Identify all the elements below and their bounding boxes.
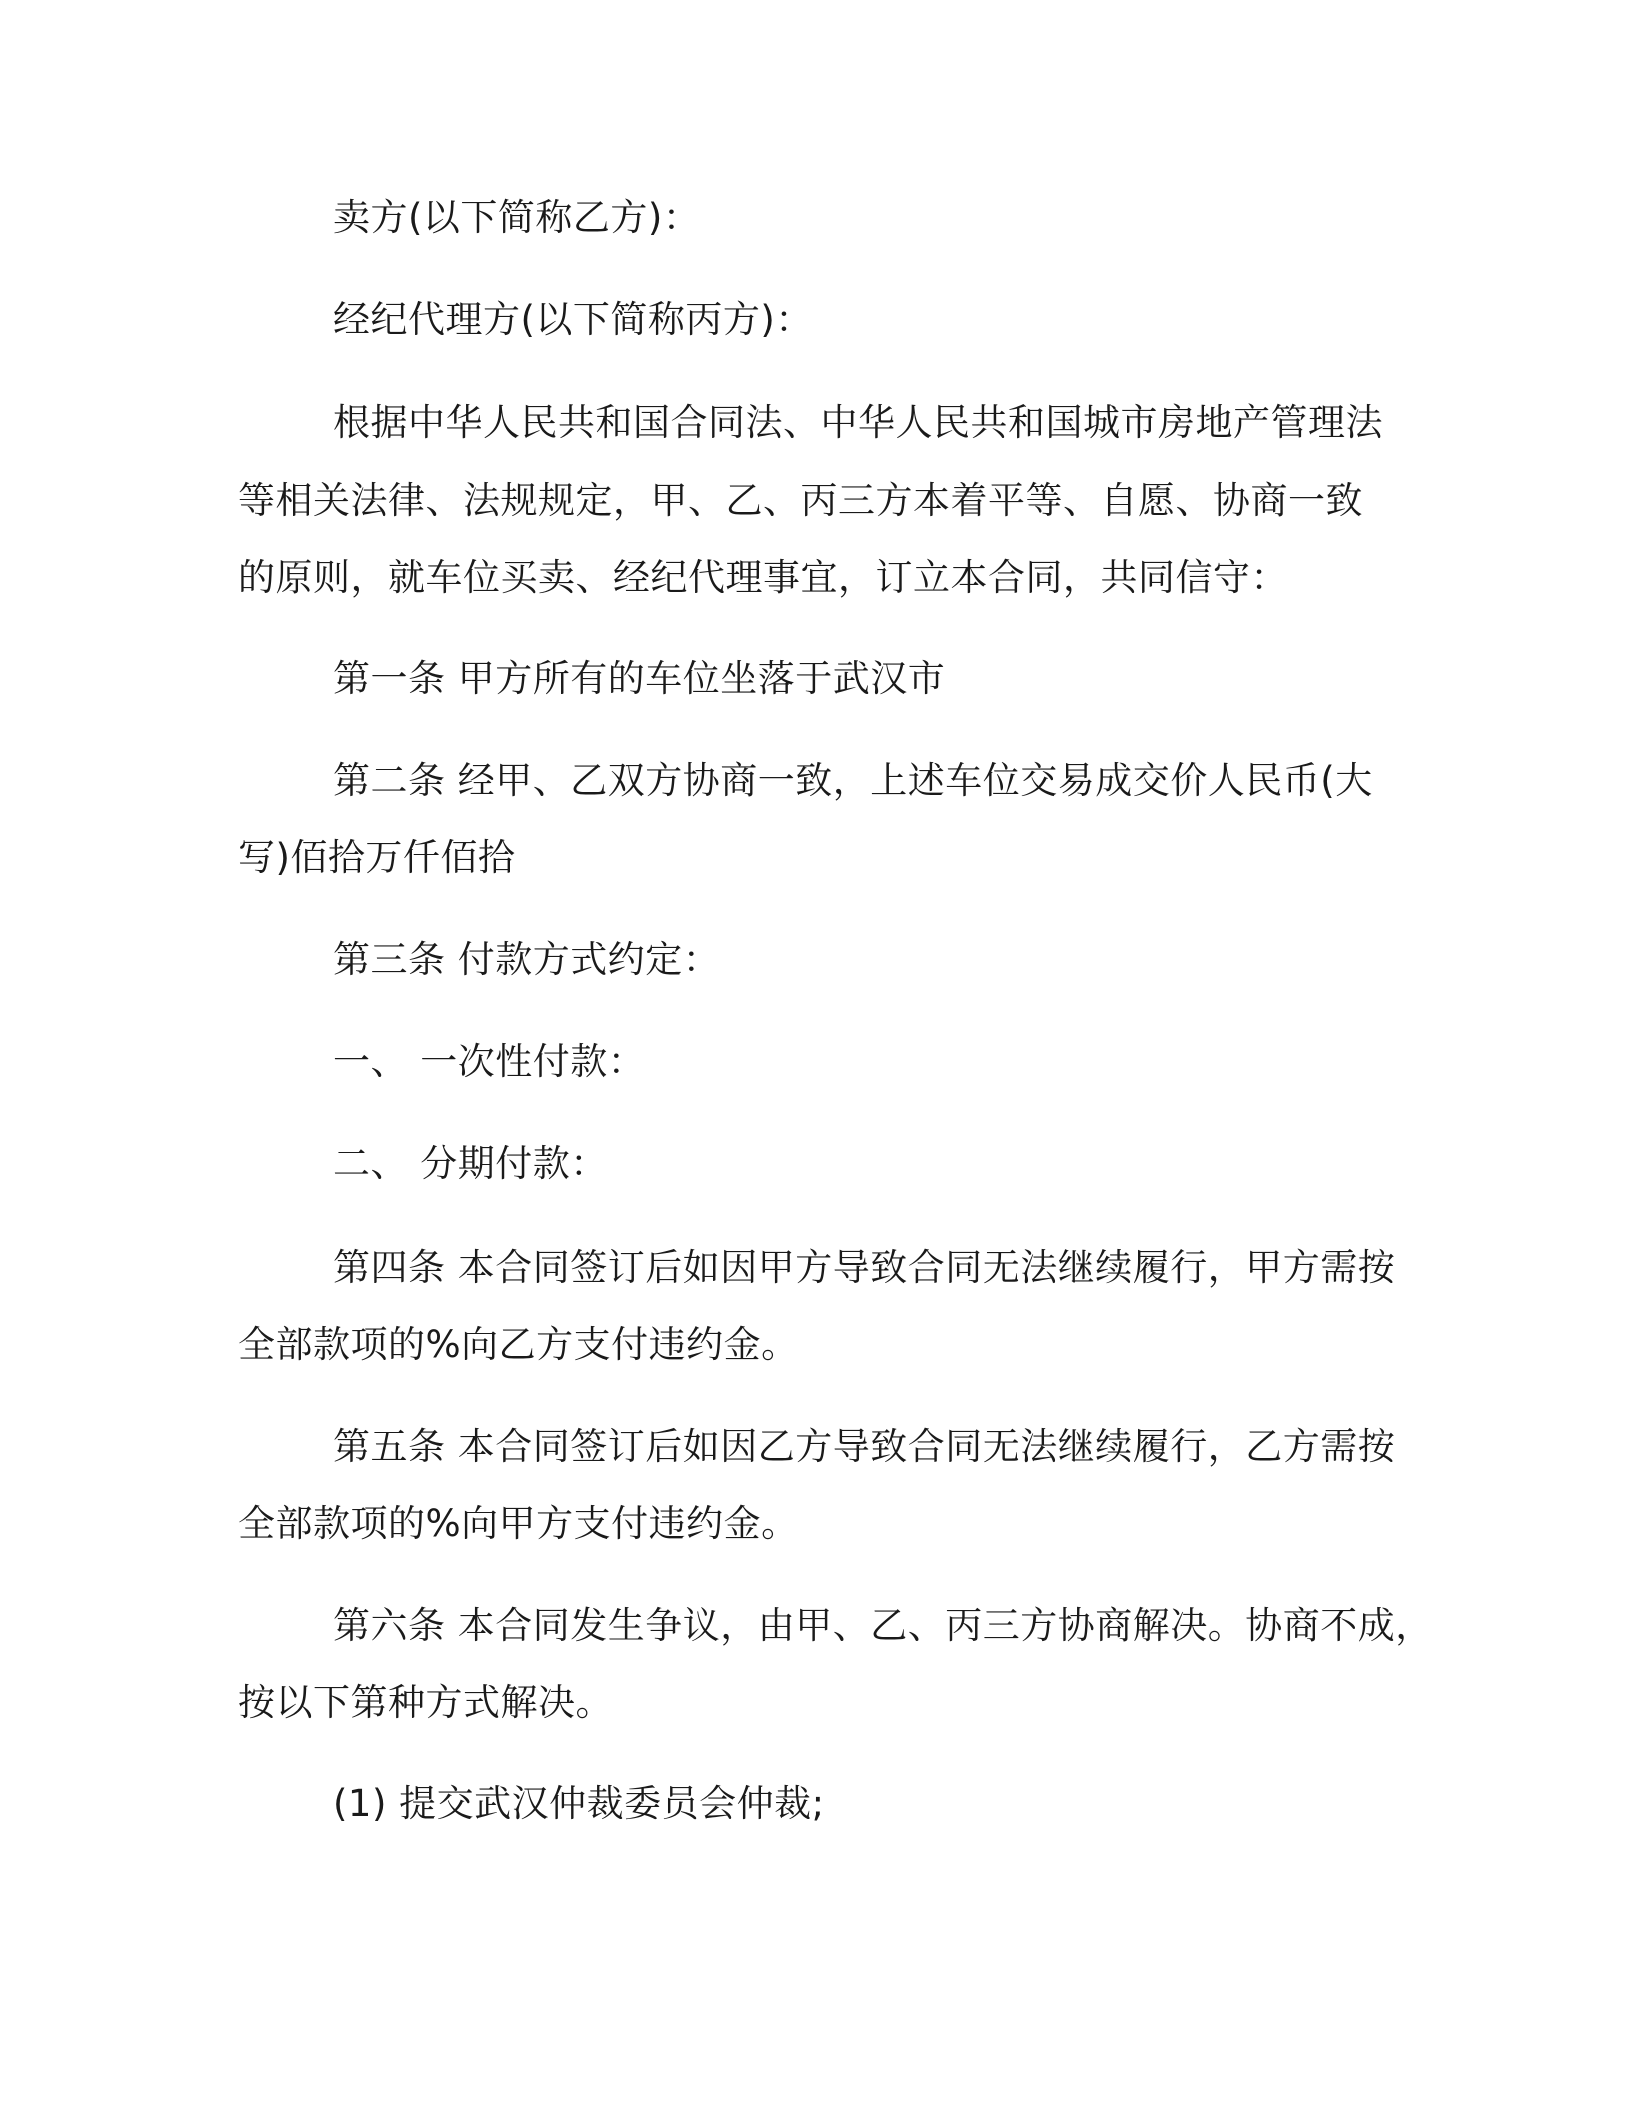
payment-option-1: 一、 一次性付款： (333, 1040, 646, 1083)
article-6-line-1: 第六条 本合同发生争议，由甲、乙、丙三方协商解决。协商不成， (333, 1604, 1433, 1647)
preamble-line-2: 等相关法律、法规规定，甲、乙、丙三方本着平等、自愿、协商一致 (238, 479, 1363, 522)
article-2-line-1: 第二条 经甲、乙双方协商一致，上述车位交易成交价人民币(大 (333, 759, 1373, 802)
article-5-line-2: 全部款项的%向甲方支付违约金。 (238, 1502, 799, 1545)
article-4-line-1: 第四条 本合同签订后如因甲方导致合同无法继续履行，甲方需按 (333, 1246, 1396, 1289)
agent-line: 经纪代理方(以下简称丙方)： (333, 298, 813, 341)
preamble-line-1: 根据中华人民共和国合同法、中华人民共和国城市房地产管理法 (333, 401, 1383, 444)
article-1: 第一条 甲方所有的车位坐落于武汉市 (333, 657, 946, 700)
article-6-line-2: 按以下第种方式解决。 (238, 1681, 613, 1724)
seller-line: 卖方(以下简称乙方)： (333, 196, 701, 239)
preamble-line-3: 的原则，就车位买卖、经纪代理事宜，订立本合同，共同信守： (238, 556, 1288, 599)
article-5-line-1: 第五条 本合同签订后如因乙方导致合同无法继续履行，乙方需按 (333, 1425, 1396, 1468)
article-3: 第三条 付款方式约定： (333, 938, 721, 981)
payment-option-2: 二、 分期付款： (333, 1142, 608, 1185)
dispute-option-1: (1) 提交武汉仲裁委员会仲裁; (333, 1782, 825, 1825)
article-2-line-2: 写)佰拾万仟佰拾 (238, 836, 516, 879)
article-4-line-2: 全部款项的%向乙方支付违约金。 (238, 1323, 799, 1366)
